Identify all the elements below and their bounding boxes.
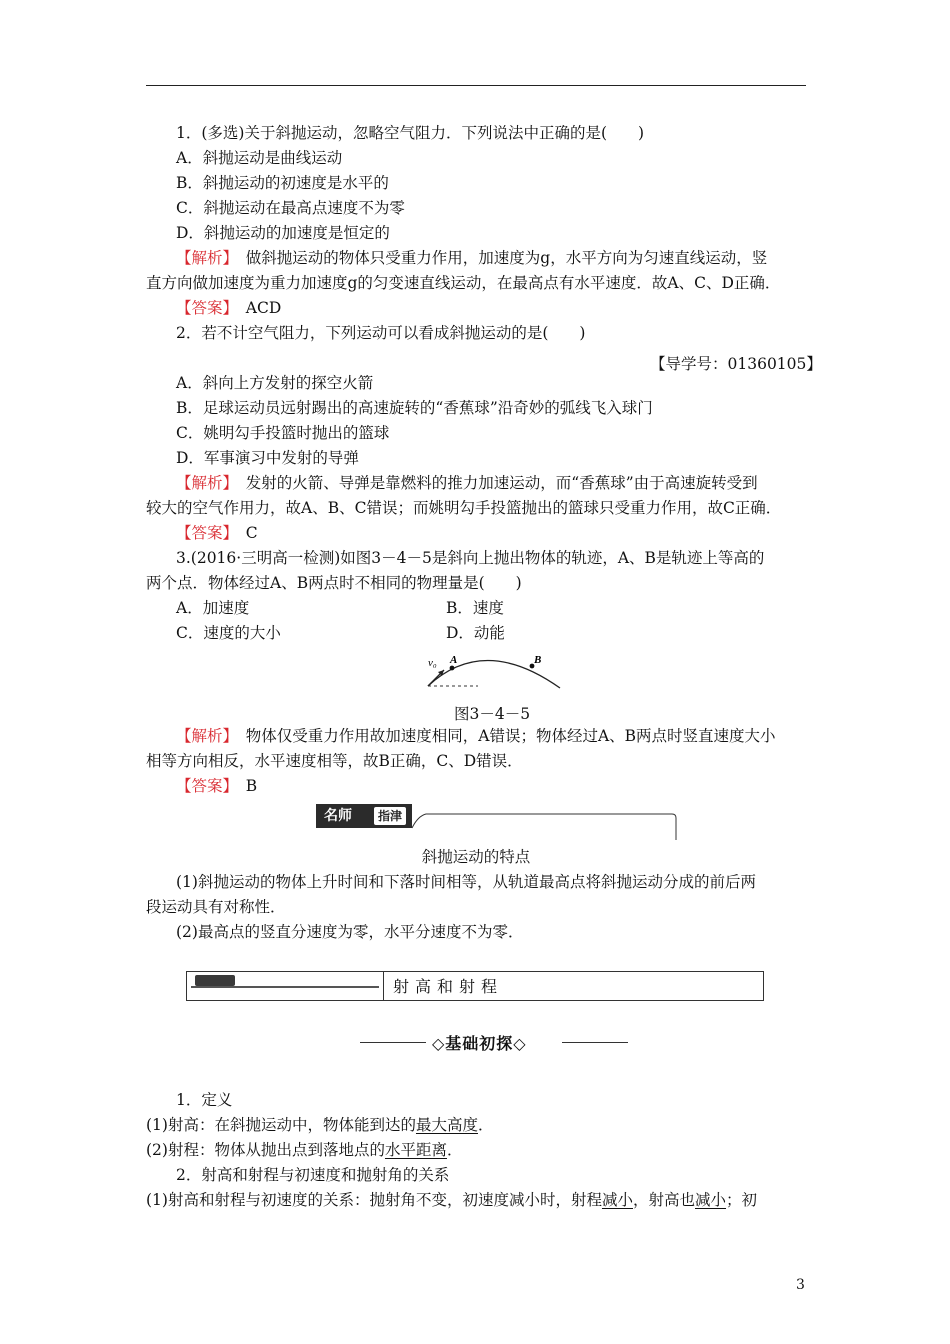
q2-analysis-text: 发射的火箭、导弹是靠燃料的推力加速运动，而“香蕉球”由于高速旋转受到 [230, 474, 758, 492]
q2-answer [176, 523, 836, 543]
basics-line-1-end: ． [477, 1116, 494, 1134]
basics-line-3 [146, 1190, 806, 1210]
basics-line-2-text: (2)射程：物体从抛出点到落地点的 [146, 1141, 385, 1159]
answer-label: 【答案】 [176, 524, 231, 542]
q2-answer-value: C [230, 524, 258, 542]
point-a-label: A [450, 654, 458, 666]
mingshi-point-1: (1)斜抛运动的物体上升时间和下落时间相等，从轨道最高点将斜抛运动分成的前后两 [176, 873, 756, 891]
q2-option-d: D．军事演习中发射的导弹 [176, 449, 359, 467]
q1-option-a: A．斜抛运动是曲线运动 [176, 149, 343, 167]
heading-rule-left [360, 1042, 426, 1043]
header-rule [146, 85, 806, 86]
basics-line-3-end: ；初 [726, 1191, 758, 1209]
q2-option-b: B．足球运动员远射踢出的高速旋转的“香蕉球”沿奇妙的弧线飞入球门 [176, 399, 653, 417]
mingshi-point-1-cont: 段运动具有对称性． [146, 898, 286, 916]
basics-line-1-text: (1)射高：在斜抛运动中，物体能到达的 [146, 1116, 416, 1134]
q3-option-c: C．速度的大小 [176, 624, 281, 642]
basics-line-2-end: ． [446, 1141, 463, 1159]
q1-option-d: D．斜抛运动的加速度是恒定的 [176, 224, 390, 242]
basics-heading-2: 2．射高和射程与初速度和抛射角的关系 [176, 1166, 450, 1184]
basics-blank-1: 最大高度 [415, 1116, 478, 1134]
mingshi-point-2: (2)最高点的竖直分速度为零，水平分速度不为零． [176, 923, 524, 941]
q3-analysis [176, 726, 836, 746]
q3-stem: 3.(2016·三明高一检测)如图3－4－5是斜向上抛出物体的轨迹，A、B是轨迹上等高的 [176, 549, 765, 567]
q1-analysis-cont: 直方向做加速度为重力加速度g的匀变速直线运动，在最高点有水平速度．故A、C、D正确． [146, 274, 781, 292]
mingshi-label [316, 804, 412, 828]
q3-analysis-cont: 相等方向相反，水平速度相等，故B正确，C、D错误． [146, 752, 523, 770]
mingshi-title: 斜抛运动的特点 [421, 848, 531, 866]
trajectory-figure [414, 648, 574, 696]
q1-answer-value: ACD [230, 299, 282, 317]
q2-analysis-cont: 较大的空气作用力，故A、B、C错误；而姚明勾手投篮抛出的篮球只受重力作用，故C正确． [146, 499, 782, 517]
mingshi-label-text: 名师 [324, 808, 352, 824]
q3-option-b: B．速度 [446, 599, 504, 617]
q1-option-b: B．斜抛运动的初速度是水平的 [176, 174, 389, 192]
analysis-label: 【解析】 [176, 249, 231, 267]
q2-stem: 2．若不计空气阻力，下列运动可以看成斜抛运动的是( ) [176, 324, 586, 342]
figure-caption: 图3－4－5 [454, 705, 531, 723]
basics-line-3-text: (1)射高和射程与初速度的关系：抛射角不变，初速度减小时，射程 [146, 1191, 602, 1209]
analysis-label: 【解析】 [176, 727, 231, 745]
answer-label: 【答案】 [176, 299, 231, 317]
section-divider [383, 972, 384, 1000]
basics-line-2 [146, 1140, 806, 1160]
q3-option-a: A．加速度 [176, 599, 250, 617]
basic-heading-text: ◇基础初探◇ [432, 1034, 527, 1053]
basics-blank-2: 水平距离 [384, 1141, 447, 1159]
basics-line-1 [146, 1115, 806, 1135]
q1-analysis-text: 做斜抛运动的物体只受重力作用，加速度为g，水平方向为匀速直线运动，竖 [230, 249, 768, 267]
point-a [450, 666, 455, 671]
q1-analysis [176, 248, 836, 268]
q3-analysis-text: 物体仅受重力作用故加速度相同，A错误；物体经过A、B两点时竖直速度大小 [230, 727, 776, 745]
q3-option-d: D．动能 [446, 624, 505, 642]
q3-answer-value: B [230, 777, 258, 795]
guide-number: 【导学号：01360105】 [650, 355, 822, 373]
v0-label: v₀ [428, 657, 437, 669]
basics-blank-3: 减小 [601, 1191, 633, 1209]
q1-stem: 1．(多选)关于斜抛运动，忽略空气阻力．下列说法中正确的是( ) [176, 124, 645, 142]
q2-option-c: C．姚明勾手投篮时抛出的篮球 [176, 424, 390, 442]
mingshi-label-badge: 指津 [374, 807, 406, 825]
basic-heading [360, 1031, 628, 1053]
q2-option-a: A．斜向上方发射的探空火箭 [176, 374, 374, 392]
basics-line-3-mid: ，射高也 [632, 1191, 695, 1209]
section-tag [191, 976, 379, 988]
q2-analysis [176, 473, 836, 493]
analysis-label: 【解析】 [176, 474, 231, 492]
q3-stem-cont: 两个点．物体经过A、B两点时不相同的物理量是( ) [146, 574, 522, 592]
q3-answer [176, 776, 836, 796]
section-title: 射高和射程 [393, 977, 504, 996]
basics-blank-4: 减小 [695, 1191, 727, 1209]
heading-rule-right [562, 1042, 628, 1043]
q1-option-c: C．斜抛运动在最高点速度不为零 [176, 199, 405, 217]
basics-heading-1: 1．定义 [176, 1091, 233, 1109]
answer-label: 【答案】 [176, 777, 231, 795]
section-bar [186, 971, 764, 1001]
banner-frame [412, 804, 678, 842]
point-b-label: B [534, 654, 542, 666]
mingshi-banner [316, 804, 678, 842]
page-number: 3 [796, 1277, 805, 1293]
q1-answer [176, 298, 836, 318]
